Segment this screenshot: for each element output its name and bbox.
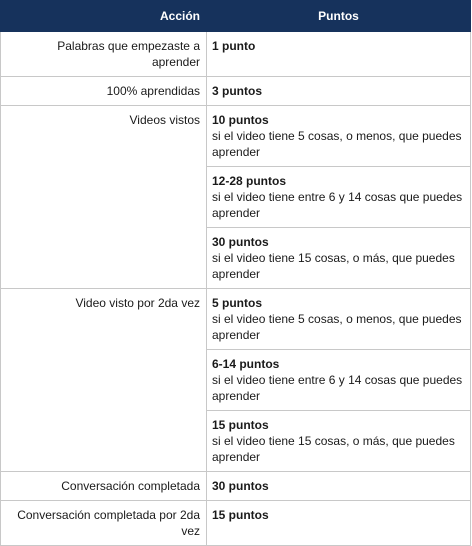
puntos-cell: [207, 350, 471, 411]
points-value: 10 puntos: [212, 113, 269, 127]
points-value: 3 puntos: [212, 84, 262, 98]
puntos-cell: [207, 411, 471, 472]
points-value: 1 punto: [212, 39, 256, 53]
points-value: 15 puntos: [212, 418, 269, 432]
points-value: 5 puntos: [212, 296, 262, 310]
table-row: [1, 501, 471, 546]
puntos-cell: [207, 501, 471, 546]
points-description: si el video tiene entre 6 y 14 cosas que puedes aprender: [212, 373, 463, 403]
header-puntos: Puntos: [207, 1, 471, 32]
accion-cell: Videos vistos: [1, 106, 207, 289]
points-value: 30 puntos: [212, 479, 269, 493]
header-accion: Acción: [1, 1, 207, 32]
table-row: [1, 289, 471, 350]
puntos-cell: [207, 228, 471, 289]
accion-cell: Video visto por 2da vez: [1, 289, 207, 472]
puntos-cell: [207, 472, 471, 501]
points-value: 30 puntos: [212, 235, 269, 249]
points-description: si el video tiene entre 6 y 14 cosas que puedes aprender: [212, 190, 463, 220]
puntos-cell: [207, 106, 471, 167]
points-description: si el video tiene 15 cosas, o más, que puedes aprender: [212, 434, 455, 464]
puntos-cell: [207, 77, 471, 106]
table-row: [1, 472, 471, 501]
puntos-cell: [207, 289, 471, 350]
points-description: si el video tiene 5 cosas, o menos, que puedes aprender: [212, 129, 462, 159]
puntos-cell: [207, 167, 471, 228]
accion-cell: Conversación completada por 2da vez: [1, 501, 207, 546]
accion-cell: 100% aprendidas: [1, 77, 207, 106]
table-row: [1, 77, 471, 106]
table-row: [1, 32, 471, 77]
points-value: 15 puntos: [212, 508, 269, 522]
header-row: [1, 1, 471, 32]
points-description: si el video tiene 15 cosas, o más, que puedes aprender: [212, 251, 455, 281]
accion-cell: Conversación completada: [1, 472, 207, 501]
points-description: si el video tiene 5 cosas, o menos, que puedes aprender: [212, 312, 462, 342]
puntos-cell: [207, 32, 471, 77]
accion-cell: Palabras que empezaste a aprender: [1, 32, 207, 77]
points-value: 12-28 puntos: [212, 174, 287, 188]
table-row: [1, 106, 471, 167]
points-value: 6-14 puntos: [212, 357, 280, 371]
